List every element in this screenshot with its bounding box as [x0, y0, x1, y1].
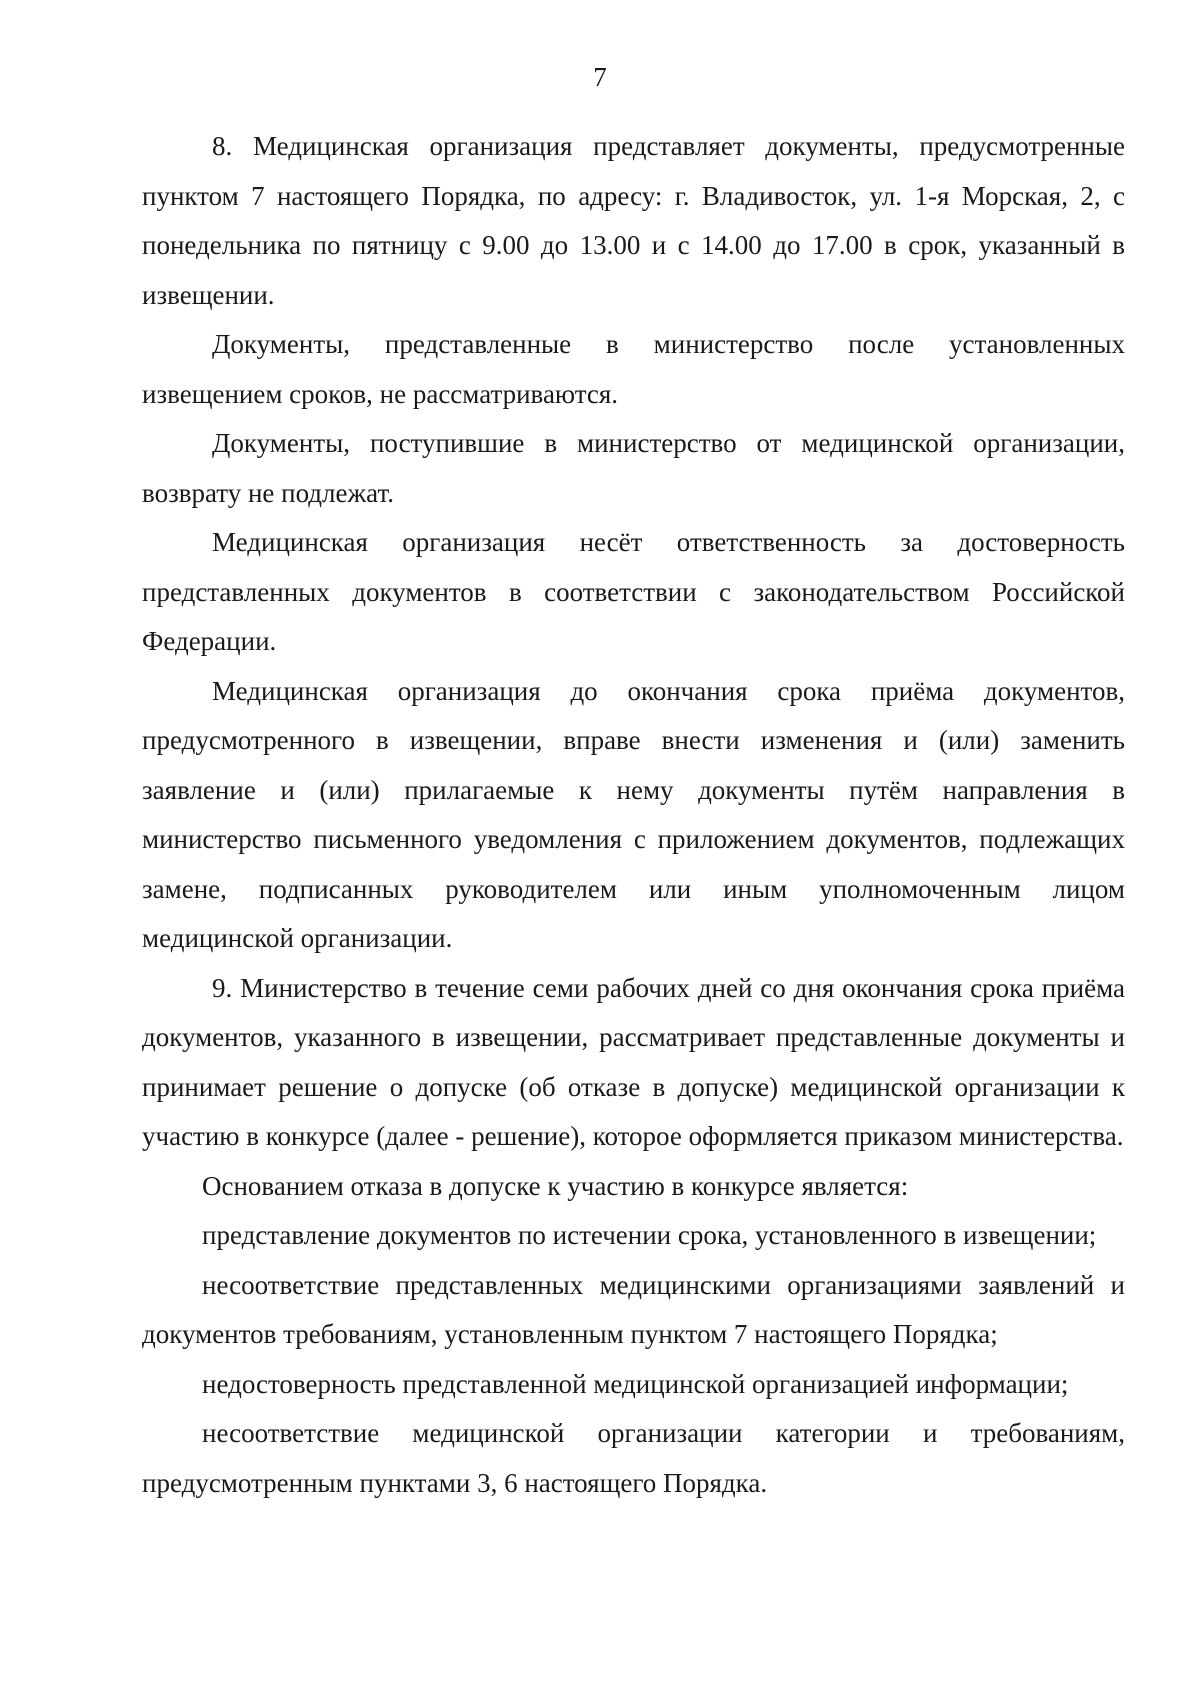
paragraph-amendments: Медицинская организация до окончания срока приёма документов, предусмотренного в извещении, вправе внести изменения и (или) заменить заявление и (или) прилагаемые к нему документы путём направления в министерство письменного уведомления с приложением документов, подлежащих замене, подписанных руководителем или иным уполномоченным лицом медицинской организации.: [142, 675, 1125, 953]
list-item-nonconformity-category: несоответствие медицинской организации категории и требованиям, предусмотренным пунктами 3, 6 настоящего Порядка.: [142, 1418, 1125, 1498]
list-item-unreliable-info: недостоверность представленной медицинской организацией информации;: [202, 1368, 1069, 1399]
paragraph-no-return: Документы, поступившие в министерство от медицинской организации, возврату не подлежат.: [142, 428, 1125, 508]
paragraph-late-documents: Документы, представленные в министерство после установленных извещением сроков, не рассматриваются.: [142, 329, 1125, 409]
list-item-late-submission: представление документов по истечении срока, установленного в извещении;: [202, 1220, 1097, 1250]
paragraph-refusal-grounds: Основанием отказа в допуске к участию в конкурсе является:: [202, 1170, 909, 1201]
list-item-nonconformity-documents: несоответствие представленных медицинскими организациями заявлений и документов требованиям, установленным пунктом 7 настоящего Порядка;: [142, 1269, 1125, 1349]
document-body: [142, 122, 1125, 1508]
paragraph-item-8: 8. Медицинская организация представляет документы, предусмотренные пунктом 7 настоящего Порядка, по адресу: г. Владивосток, ул. 1-я Морская, 2, с понедельника по пятницу с 9.00 до 13.00 и с 14.00 до 17.00 в срок, указанный в извещении.: [142, 131, 1125, 310]
paragraph-item-9: 9. Министерство в течение семи рабочих дней со дня окончания срока приёма документов, указанного в извещении, рассматривает представленные документы и принимает решение о допуске (об отказе в допуске) медицинской организации к участию в конкурсе (далее - решение), которое оформляется приказом министерства.: [142, 972, 1125, 1151]
paragraph-responsibility: Медицинская организация несёт ответственность за достоверность представленных документов в соответствии с законодательством Российской Федерации.: [142, 527, 1125, 656]
page-number: 7: [593, 62, 607, 92]
